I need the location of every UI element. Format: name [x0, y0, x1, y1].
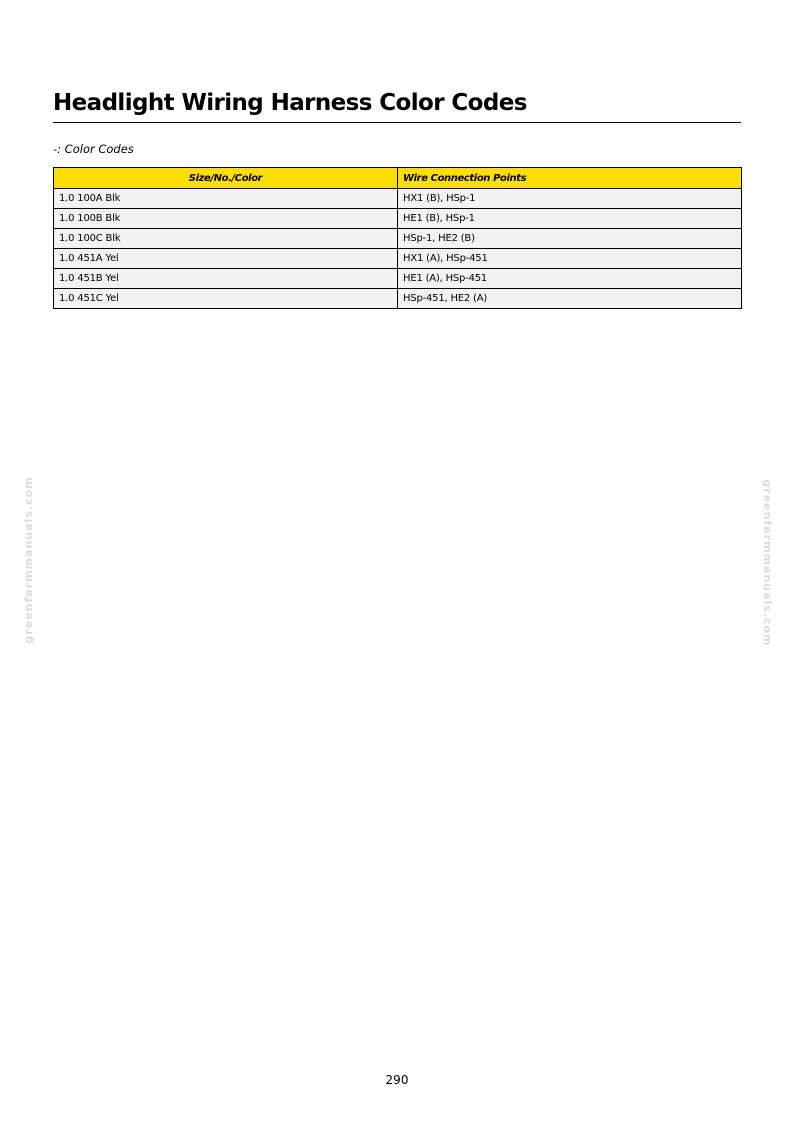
table-row [54, 249, 742, 269]
cell-wire-connection-points: HSp-451, HE2 (A) [398, 289, 742, 309]
cell-wire-connection-points: HSp-1, HE2 (B) [398, 229, 742, 249]
table-row [54, 189, 742, 209]
cell-wire-connection-points: HX1 (A), HSp-451 [398, 249, 742, 269]
table-row [54, 289, 742, 309]
cell-size-no-color: 1.0 451A Yel [54, 249, 398, 269]
cell-wire-connection-points: HX1 (B), HSp-1 [398, 189, 742, 209]
table-header-row [54, 168, 742, 189]
color-codes-table [53, 167, 742, 309]
cell-wire-connection-points: HE1 (A), HSp-451 [398, 269, 742, 289]
table-row [54, 269, 742, 289]
column-header-wire-connection-points: Wire Connection Points [398, 168, 742, 189]
title-divider [53, 122, 741, 123]
watermark-left: greenfarmmanuals.com [22, 476, 35, 644]
page-title: Headlight Wiring Harness Color Codes [53, 90, 527, 116]
cell-size-no-color: 1.0 451C Yel [54, 289, 398, 309]
cell-size-no-color: 1.0 100B Blk [54, 209, 398, 229]
table-caption: -: Color Codes [53, 142, 134, 156]
column-header-size-no-color: Size/No./Color [54, 168, 398, 189]
cell-size-no-color: 1.0 100A Blk [54, 189, 398, 209]
watermark-right: greenfarmmanuals.com [761, 479, 774, 647]
table-row [54, 229, 742, 249]
cell-wire-connection-points: HE1 (B), HSp-1 [398, 209, 742, 229]
cell-size-no-color: 1.0 100C Blk [54, 229, 398, 249]
page-number: 290 [385, 1073, 409, 1087]
table-row [54, 209, 742, 229]
cell-size-no-color: 1.0 451B Yel [54, 269, 398, 289]
